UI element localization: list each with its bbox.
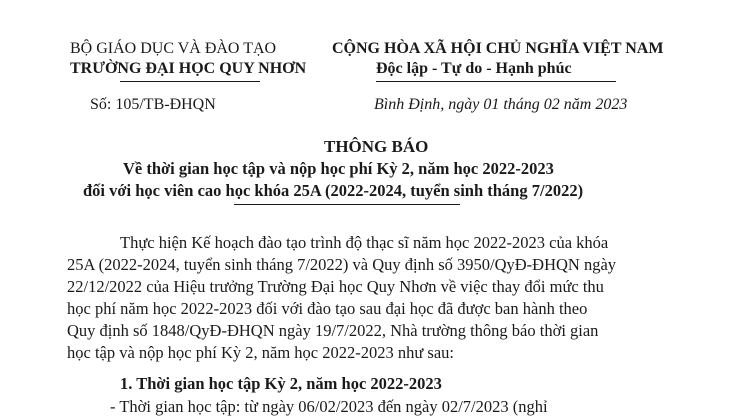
paragraph-line-6: học tập và nộp học phí Kỳ 2, năm học 2022-2023 như sau: — [67, 343, 455, 362]
national-motto: Độc lập - Tự do - Hạnh phúc — [376, 60, 572, 77]
place-and-date: Bình Định, ngày 01 tháng 02 năm 2023 — [374, 96, 628, 113]
cut-off-text-line — [110, 397, 670, 416]
paragraph-line-3: 22/12/2022 của Hiệu trưởng Trường Đại học Quy Nhơn về việc thay đổi mức thu — [67, 277, 604, 296]
country-name: CỘNG HÒA XÃ HỘI CHỦ NGHĨA VIỆT NAM — [332, 40, 664, 57]
cut-off-text: - Thời gian học tập: từ ngày 06/02/2023 đến ngày 02/7/2023 (nghỉ — [110, 397, 548, 416]
motto-underline — [376, 81, 616, 82]
notice-title: THÔNG BÁO — [324, 137, 429, 156]
paragraph-line-4: học phí năm học 2022-2023 đối với đào tạo sau đại học đã được ban hành theo — [67, 299, 588, 318]
ministry-name: BỘ GIÁO DỤC VÀ ĐÀO TẠO — [70, 40, 277, 57]
document-number: Số: 105/TB-ĐHQN — [90, 96, 216, 113]
section-1-heading: 1. Thời gian học tập Kỳ 2, năm học 2022-2023 — [120, 374, 442, 393]
notice-subtitle-line-2: đối với học viên cao học khóa 25A (2022-2024, tuyển sinh tháng 7/2022) — [83, 181, 584, 200]
paragraph-line-1: Thực hiện Kế hoạch đào tạo trình độ thạc sĩ năm học 2022-2023 của khóa — [120, 233, 609, 252]
university-underline — [120, 81, 260, 82]
notice-subtitle-line-1: Về thời gian học tập và nộp học phí Kỳ 2, năm học 2022-2023 — [123, 159, 554, 178]
paragraph-line-2: 25A (2022-2024, tuyển sinh tháng 7/2022) và Quy định số 3950/QyĐ-ĐHQN ngày — [67, 255, 617, 274]
paragraph-line-5: Quy định số 1848/QyĐ-ĐHQN ngày 19/7/2022, Nhà trường thông báo thời gian — [67, 321, 599, 340]
university-name: TRƯỜNG ĐẠI HỌC QUY NHƠN — [70, 60, 307, 77]
subtitle-underline — [234, 204, 460, 205]
